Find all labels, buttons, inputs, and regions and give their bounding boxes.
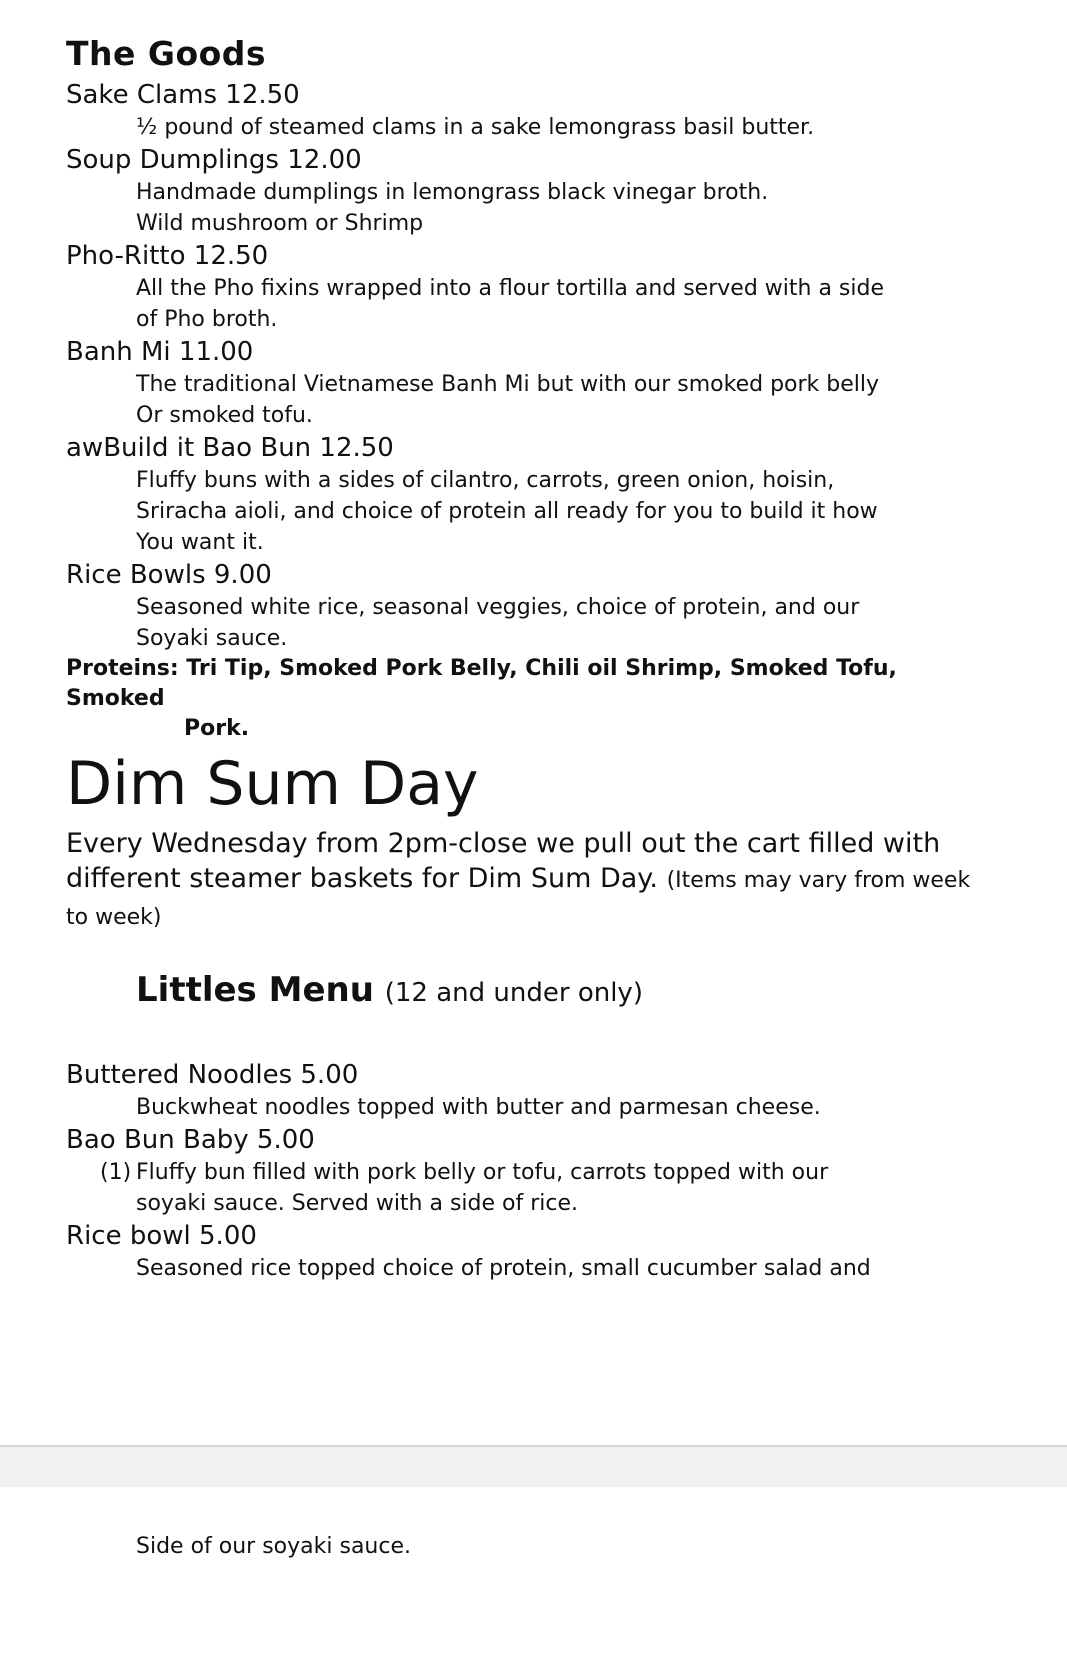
littles-item — [66, 1123, 996, 1219]
menu-item — [66, 143, 996, 239]
menu-item-title: Banh Mi 11.00 — [66, 337, 254, 367]
littles-menu-heading — [136, 967, 996, 1016]
littles-item-desc-text: Fluffy bun filled with pork belly or tofu, carrots topped with our — [136, 1160, 829, 1185]
littles-item-title: Rice bowl 5.00 — [66, 1221, 257, 1251]
menu-item-desc: Sriracha aioli, and choice of protein all ready for you to build it how — [136, 499, 878, 524]
proteins-list: Proteins: Tri Tip, Smoked Pork Belly, Chili oil Shrimp, Smoked Tofu, — [66, 656, 897, 681]
menu-item — [66, 78, 996, 143]
littles-item-desc: Seasoned rice topped choice of protein, small cucumber salad and — [136, 1256, 871, 1281]
menu-item-desc: All the Pho fixins wrapped into a flour tortilla and served with a side — [136, 276, 884, 301]
proteins-list-cont: Smoked — [66, 686, 165, 711]
menu-item-desc: Fluffy buns with a sides of cilantro, carrots, green onion, hoisin, — [136, 468, 835, 493]
menu-item — [66, 558, 996, 654]
littles-item-desc — [66, 1157, 996, 1188]
menu-item — [66, 431, 996, 558]
menu-content — [66, 30, 996, 1284]
menu-item — [66, 335, 996, 431]
dim-sum-title: Dim Sum Day — [66, 749, 479, 819]
littles-menu-note: (12 and under only) — [384, 978, 643, 1008]
menu-item-desc: The traditional Vietnamese Banh Mi but with our smoked pork belly — [136, 372, 880, 397]
littles-item-title: Bao Bun Baby 5.00 — [66, 1125, 315, 1155]
menu-item-desc: You want it. — [136, 530, 264, 555]
dim-sum-note: (Items may vary from week to week) — [66, 868, 971, 930]
littles-menu-title: Littles Menu — [136, 970, 374, 1010]
menu-item-title: Pho-Ritto 12.50 — [66, 241, 269, 271]
proteins-list-tail: Pork. — [184, 716, 250, 741]
menu-item-title: Sake Clams 12.50 — [66, 80, 300, 110]
littles-item — [66, 1058, 996, 1123]
menu-item-desc: Or smoked tofu. — [136, 403, 313, 428]
menu-item-desc: Seasoned white rice, seasonal veggies, choice of protein, and our — [136, 595, 860, 620]
dim-sum-text: Every Wednesday from 2pm-close we pull out the cart filled with different steamer baskets for Dim Sum Day. — [66, 828, 941, 894]
menu-item-title: awBuild it Bao Bun 12.50 — [66, 433, 394, 463]
menu-item-desc: Handmade dumplings in lemongrass black vinegar broth. — [136, 180, 769, 205]
littles-item-desc: soyaki sauce. Served with a side of rice. — [136, 1191, 579, 1216]
menu-item — [66, 239, 996, 335]
menu-item-desc: ½ pound of steamed clams in a sake lemongrass basil butter. — [136, 115, 815, 140]
document-page-2 — [0, 1487, 1067, 1674]
section-heading-the-goods: The Goods — [66, 34, 267, 73]
menu-item-desc: of Pho broth. — [136, 307, 278, 332]
list-number: (1) — [100, 1160, 132, 1185]
littles-item-desc: Buckwheat noodles topped with butter and parmesan cheese. — [136, 1095, 821, 1120]
menu-item-title: Soup Dumplings 12.00 — [66, 145, 362, 175]
menu-item-desc: Wild mushroom or Shrimp — [136, 211, 424, 236]
page-break — [0, 1445, 1067, 1487]
menu-item-desc: Soyaki sauce. — [136, 626, 288, 651]
menu-item-title: Rice Bowls 9.00 — [66, 560, 272, 590]
page-2-text: Side of our soyaki sauce. — [136, 1534, 411, 1559]
littles-item-title: Buttered Noodles 5.00 — [66, 1060, 359, 1090]
dim-sum-description — [66, 826, 996, 935]
littles-item — [66, 1219, 996, 1284]
